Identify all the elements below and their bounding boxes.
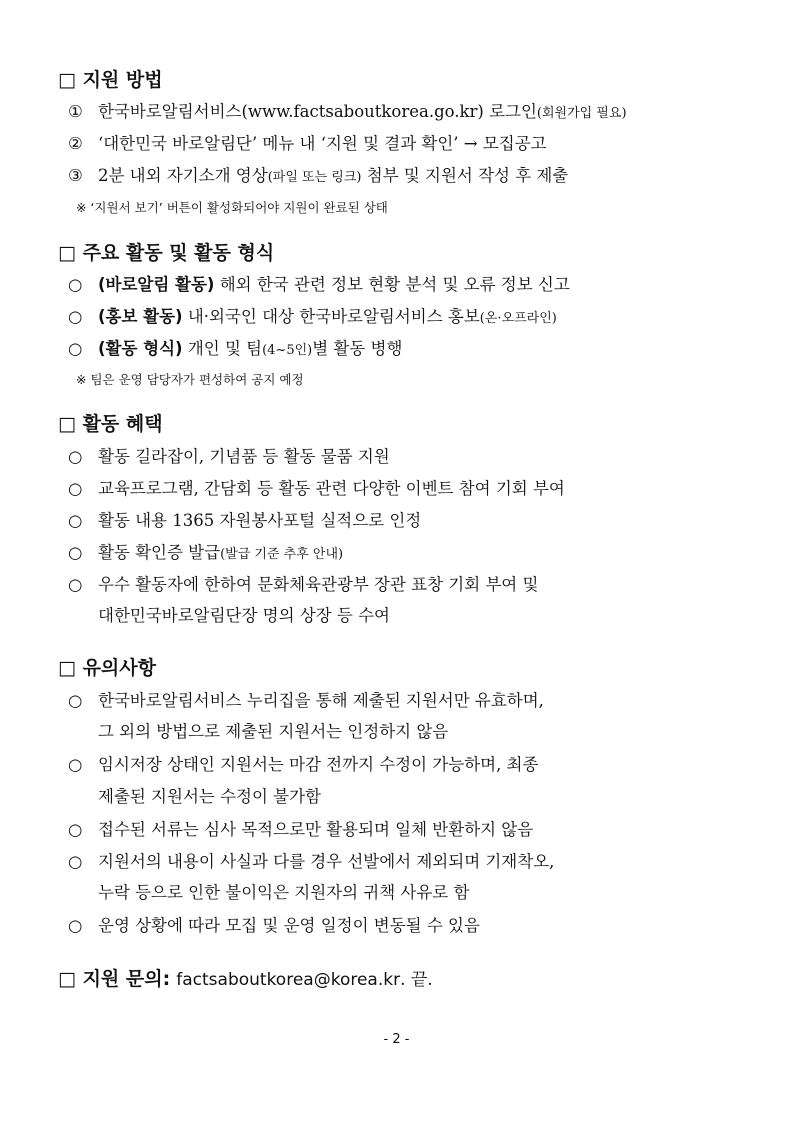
- caution-item-4: [68, 850, 554, 874]
- method-item-3-text: 2분 내외 자기소개 영상: [98, 166, 268, 185]
- benefit-item-2: [68, 477, 565, 501]
- activity-item-1-bullet: ○: [68, 275, 83, 294]
- activity-item-2-text: 내·외국인 대상 한국바로알림서비스 홍보: [182, 307, 480, 326]
- page-number: - 2 -: [383, 1032, 410, 1047]
- activity-item-3-small: (4~5인): [262, 343, 313, 358]
- benefit-item-5-bullet: ○: [68, 575, 83, 594]
- method-item-3-small: (파일 또는 링크): [267, 170, 362, 185]
- section-title-method: □ 지원 방법: [58, 69, 163, 91]
- benefit-item-5: [68, 573, 538, 597]
- benefit-item-5-text: 우수 활동자에 한하여 문화체육관광부 장관 표창 기회 부여 및: [98, 575, 539, 594]
- activity-item-3: [68, 337, 402, 363]
- method-item-2: [68, 132, 547, 156]
- document-end-mark: . 끝.: [400, 970, 433, 990]
- benefit-item-4-text: 활동 확인증 발급: [98, 543, 221, 562]
- caution-item-1-bullet: ○: [68, 691, 83, 710]
- activity-item-3-bullet: ○: [68, 339, 83, 358]
- caution-item-2-cont: 제출된 지원서는 수정이 불가함: [98, 787, 321, 806]
- method-item-2-text: ‘대한민국 바로알림단’ 메뉴 내 ‘지원 및 결과 확인’ → 모집공고: [98, 134, 547, 153]
- activity-item-3-bold: (활동 형식): [98, 339, 183, 358]
- method-item-3: [68, 164, 568, 190]
- benefit-item-4-small: (발급 기준 추후 안내): [220, 547, 344, 562]
- caution-item-3: [68, 818, 533, 842]
- benefit-item-1-text: 활동 길라잡이, 기념품 등 활동 물품 지원: [98, 447, 390, 466]
- benefit-item-5-cont: 대한민국바로알림단장 명의 상장 등 수여: [98, 606, 390, 625]
- caution-item-5-bullet: ○: [68, 916, 83, 935]
- method-item-2-num: ②: [68, 134, 83, 153]
- method-note: ※ ‘지원서 보기’ 버튼이 활성화되어야 지원이 완료된 상태: [76, 200, 388, 215]
- contact-line: [58, 966, 433, 993]
- activity-item-1: [68, 273, 570, 297]
- caution-item-3-text: 접수된 서류는 심사 목적으로만 활용되며 일체 반환하지 않음: [98, 820, 534, 839]
- activity-item-2-bold: (홍보 활동): [98, 307, 183, 326]
- benefit-item-4: [68, 541, 343, 567]
- section-title-benefits: □ 활동 혜택: [58, 413, 163, 435]
- section-title-activities: □ 주요 활동 및 활동 형식: [58, 242, 275, 264]
- caution-item-2-bullet: ○: [68, 755, 83, 774]
- activity-item-2-bullet: ○: [68, 307, 83, 326]
- caution-item-4-cont: 누락 등으로 인한 불이익은 지원자의 귀책 사유로 함: [98, 883, 470, 902]
- activity-item-1-text: 해외 한국 관련 정보 현황 분석 및 오류 정보 신고: [214, 275, 570, 294]
- method-item-3-text2: 첨부 및 지원서 작성 후 제출: [361, 166, 569, 185]
- caution-item-2: [68, 753, 538, 777]
- benefit-item-3: [68, 509, 421, 533]
- caution-item-1-text: 한국바로알림서비스 누리집을 통해 제출된 지원서만 유효하며,: [98, 691, 544, 710]
- benefit-item-4-bullet: ○: [68, 543, 83, 562]
- benefit-item-3-bullet: ○: [68, 511, 83, 530]
- benefit-item-2-bullet: ○: [68, 479, 83, 498]
- benefit-item-1: [68, 445, 390, 469]
- activity-item-2-small: (온·오프라인): [479, 311, 557, 326]
- method-item-1-small: (회원가입 필요): [536, 106, 627, 121]
- benefit-item-2-text: 교육프로그램, 간담회 등 활동 관련 다양한 이벤트 참여 기회 부여: [98, 479, 565, 498]
- method-item-1-text: 한국바로알림서비스(www.factsaboutkorea.go.kr) 로그인: [98, 102, 537, 121]
- caution-item-5: [68, 914, 480, 938]
- benefit-item-1-bullet: ○: [68, 447, 83, 466]
- activity-item-1-bold: (바로알림 활동): [98, 275, 215, 294]
- caution-item-5-text: 운영 상황에 따라 모집 및 운영 일정이 변동될 수 있음: [98, 916, 480, 935]
- benefit-item-3-text: 활동 내용 1365 자원봉사포털 실적으로 인정: [98, 511, 422, 530]
- activity-item-2: [68, 305, 557, 331]
- caution-item-4-bullet: ○: [68, 852, 83, 871]
- method-item-3-num: ③: [68, 166, 83, 185]
- method-item-1: [68, 100, 627, 126]
- contact-email[interactable]: factsaboutkorea@korea.kr: [176, 970, 401, 990]
- caution-item-2-text: 임시저장 상태인 지원서는 마감 전까지 수정이 가능하며, 최종: [98, 755, 539, 774]
- activity-item-3-text2: 별 활동 병행: [312, 339, 403, 358]
- caution-item-1-cont: 그 외의 방법으로 제출된 지원서는 인정하지 않음: [98, 722, 449, 741]
- activities-note: ※ 팀은 운영 담당자가 편성하여 공지 예정: [76, 372, 304, 387]
- caution-item-1: [68, 689, 544, 713]
- caution-item-3-bullet: ○: [68, 820, 83, 839]
- contact-label: □ 지원 문의:: [58, 968, 171, 990]
- activity-item-3-text: 개인 및 팀: [182, 339, 263, 358]
- caution-item-4-text: 지원서의 내용이 사실과 다를 경우 선발에서 제외되며 기재착오,: [98, 852, 555, 871]
- section-title-cautions: □ 유의사항: [58, 657, 156, 679]
- method-item-1-num: ①: [68, 102, 83, 121]
